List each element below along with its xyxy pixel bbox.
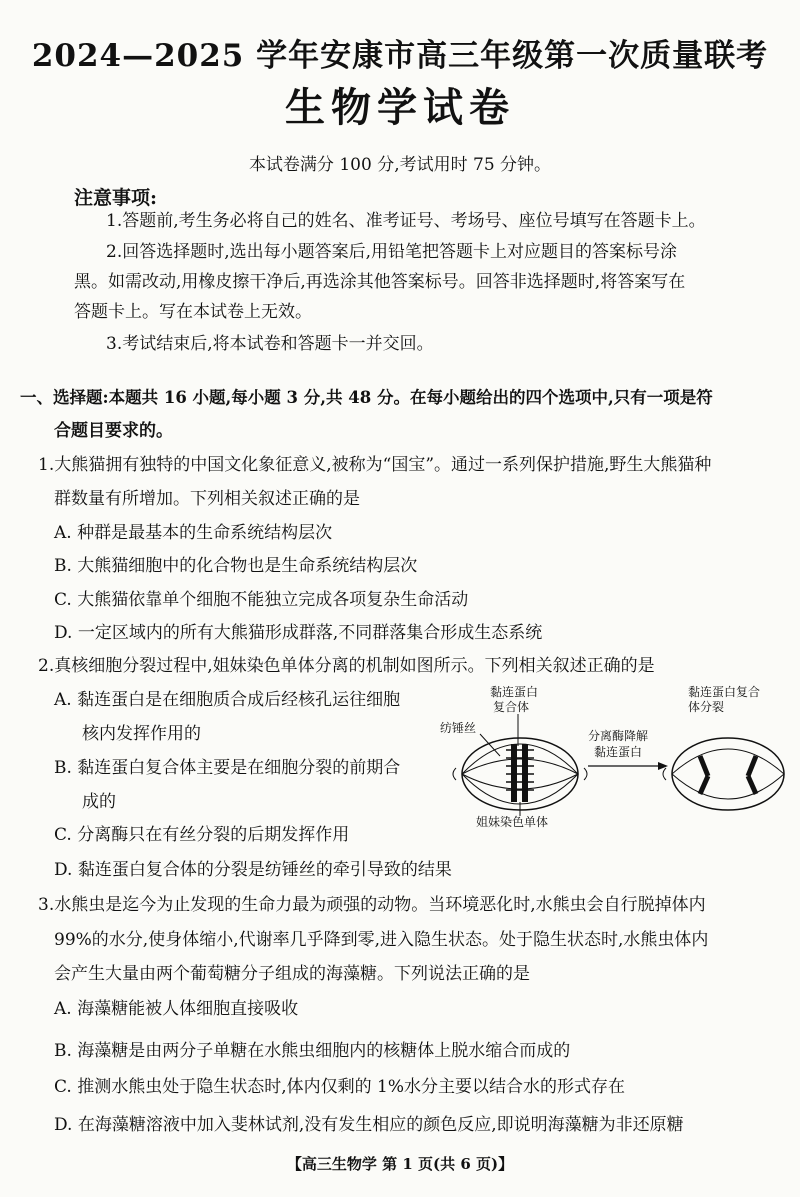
- q3-stem: 会产生大量由两个葡萄糖分子组成的海藻糖。下列说法正确的是: [54, 964, 530, 984]
- section-heading: 一、选择题:本题共 16 小题,每小题 3 分,共 48 分。在每小题给出的四个选项中,只有一项是符: [20, 388, 713, 407]
- notice-heading: 注意事项:: [74, 187, 158, 209]
- fig-label-complex-split-cont: 体分裂: [688, 700, 725, 714]
- notice-line: 3.考试结束后,将本试卷和答题卡一并交回。: [106, 334, 434, 354]
- exam-info: 本试卷满分 100 分,考试用时 75 分钟。: [248, 155, 552, 175]
- notice-line: 答题卡上。写在本试卷上无效。: [74, 302, 312, 322]
- subject-title: 生物学试卷: [285, 84, 515, 131]
- fig-pointer: [480, 734, 500, 756]
- exam-title: 2024—2025 学年安康市高三年级第一次质量联考: [31, 38, 769, 74]
- notice-line: 黑。如需改动,用橡皮擦干净后,再选涂其他答案标号。回答非选择题时,将答案写在: [74, 272, 686, 292]
- q3-option-a: A. 海藻糖能被人体细胞直接吸收: [54, 999, 299, 1019]
- cohesin-rings: [506, 750, 534, 790]
- q3-option-c: C. 推测水熊虫处于隐生状态时,体内仅剩的 1%水分主要以结合水的形式存在: [54, 1077, 625, 1097]
- q3-option-d: D. 在海藻糖溶液中加入斐林试剂,没有发生相应的颜色反应,即说明海藻糖为非还原糖: [54, 1115, 684, 1135]
- arrow-head: [658, 762, 668, 770]
- q1-stem: 1.大熊猫拥有独特的中国文化象征意义,被称为“国宝”。通过一系列保护措施,野生大熊猫种: [38, 455, 712, 475]
- fig-label-spindle: 纺锤丝: [440, 721, 477, 735]
- q2-option-b-cont: 成的: [82, 792, 116, 812]
- q2-option-a: A. 黏连蛋白是在细胞质合成后经核孔运往细胞: [54, 690, 401, 710]
- chromatid: [522, 744, 528, 802]
- chromatid: [748, 756, 756, 776]
- q2-option-d: D. 黏连蛋白复合体的分裂是纺锤丝的牵引导致的结果: [54, 860, 452, 880]
- chromatid: [700, 776, 708, 794]
- section-heading-cont: 合题目要求的。: [54, 421, 173, 441]
- fig-label-degrade-cohesin: 黏连蛋白: [594, 745, 643, 759]
- chromatid: [700, 756, 708, 776]
- q1-option-d: D. 一定区域内的所有大熊猫形成群落,不同群落集合形成生态系统: [54, 623, 543, 643]
- fig-label-sister-chromatid: 姐妹染色单体: [476, 815, 549, 829]
- chromatid: [748, 776, 756, 794]
- chromatid: [511, 744, 517, 802]
- q3-stem: 99%的水分,使身体缩小,代谢率几乎降到零,进入隐生状态。处于隐生状态时,水熊虫体内: [54, 930, 709, 950]
- fig-label-cohesin-complex: 复合体: [493, 700, 530, 714]
- q2-stem: 2.真核细胞分裂过程中,姐妹染色单体分离的机制如图所示。下列相关叙述正确的是: [38, 656, 655, 676]
- page-footer: 【高三生物学 第 1 页(共 6 页)】: [286, 1155, 514, 1173]
- centrosome: [663, 768, 666, 780]
- chromatid-separation-figure: [438, 684, 788, 829]
- q1-option-b: B. 大熊猫细胞中的化合物也是生命系统结构层次: [54, 556, 418, 576]
- fig-label-separase: 分离酶降解: [588, 729, 649, 743]
- notice-line: 2.回答选择题时,选出每小题答案后,用铅笔把答题卡上对应题目的答案标号涂: [106, 242, 678, 262]
- q3-option-b: B. 海藻糖是由两分子单糖在水熊虫细胞内的核糖体上脱水缩合而成的: [54, 1041, 571, 1061]
- q1-option-c: C. 大熊猫依靠单个细胞不能独立完成各项复杂生命活动: [54, 590, 469, 610]
- q2-option-a-cont: 核内发挥作用的: [82, 724, 201, 744]
- fig-label-complex-split: 黏连蛋白复合: [688, 685, 761, 699]
- q3-stem: 3.水熊虫是迄今为止发现的生命力最为顽强的动物。当环境恶化时,水熊虫会自行脱掉体内: [38, 895, 706, 915]
- fig-label-cohesin: 黏连蛋白: [490, 685, 539, 699]
- notice-line: 1.答题前,考生务必将自己的姓名、准考证号、考场号、座位号填写在答题卡上。: [106, 211, 706, 231]
- spindle-fibers: [672, 749, 784, 799]
- q1-option-a: A. 种群是最基本的生命系统结构层次: [54, 523, 333, 543]
- q2-option-c: C. 分离酶只在有丝分裂的后期发挥作用: [54, 825, 350, 845]
- q1-stem: 群数量有所增加。下列相关叙述正确的是: [54, 489, 360, 509]
- q2-option-b: B. 黏连蛋白复合体主要是在细胞分裂的前期合: [54, 758, 401, 778]
